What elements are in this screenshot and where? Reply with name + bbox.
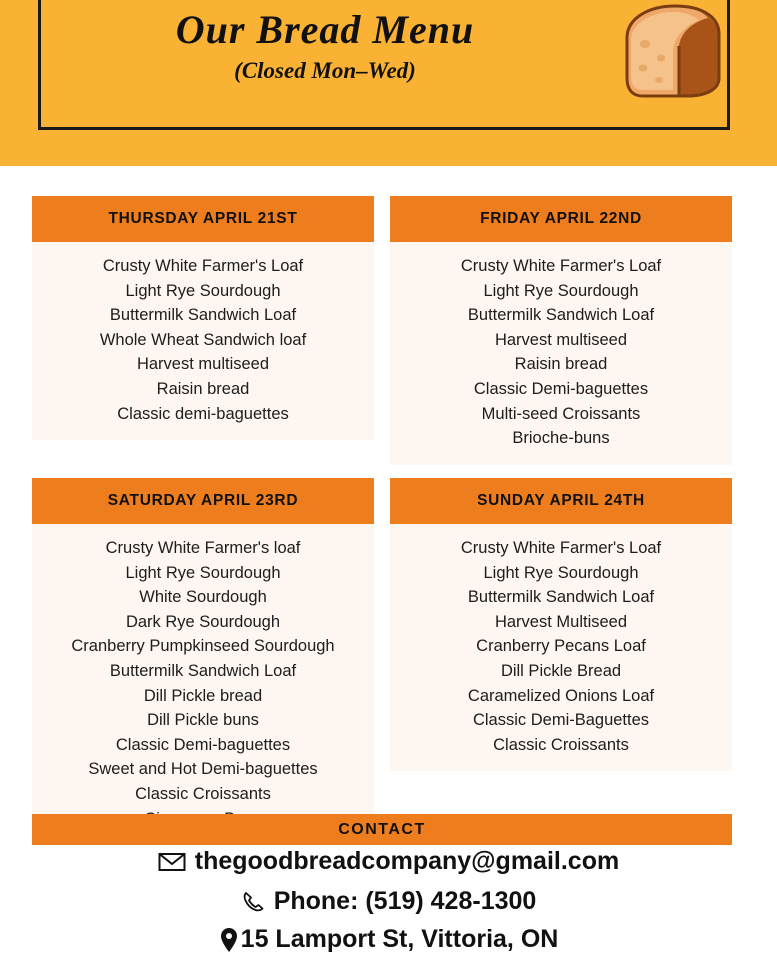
list-item: Crusty White Farmer's Loaf <box>460 257 662 275</box>
contact-address-text[interactable]: 15 Lamport St, Vittoria, ON <box>240 925 559 953</box>
page-subtitle: (Closed Mon–Wed) <box>234 58 416 83</box>
list-item: White Sourdough <box>139 588 267 607</box>
list-item: Classic demi-baguettes <box>117 404 289 423</box>
list-item: Crusty White Farmer's Loaf <box>102 257 304 275</box>
contact-address-row <box>0 925 777 954</box>
list-item: Harvest Multiseed <box>494 612 628 631</box>
list-item: Classic Croissants <box>493 735 629 754</box>
contact-phone-text[interactable]: Phone: (519) 428-1300 <box>273 887 537 915</box>
list-item: Buttermilk Sandwich Loaf <box>109 306 297 325</box>
list-item: Brioche-buns <box>512 429 610 448</box>
day-header: THURSDAY APRIL 21ST <box>32 196 374 242</box>
contact-heading: CONTACT <box>32 814 732 845</box>
list-item: Sweet and Hot Demi-baguettes <box>88 760 318 779</box>
map-pin-icon <box>219 927 239 953</box>
list-item: Light Rye Sourdough <box>125 563 281 582</box>
day-item-list <box>32 524 374 845</box>
list-item: Cranberry Pumpkinseed Sourdough <box>71 637 335 656</box>
list-item: Light Rye Sourdough <box>125 281 281 300</box>
list-item: Raisin bread <box>156 379 250 398</box>
list-item: Light Rye Sourdough <box>483 563 639 582</box>
contact-email-row <box>0 847 777 876</box>
list-item: Dark Rye Sourdough <box>125 612 281 631</box>
list-item: Cranberry Pecans Loaf <box>476 637 646 656</box>
day-item-list <box>390 242 732 465</box>
day-item-list <box>32 242 374 440</box>
contact-phone-row <box>0 887 777 916</box>
list-item: Crusty White Farmer's loaf <box>105 539 301 557</box>
day-card-sunday <box>390 478 732 771</box>
list-item: Whole Wheat Sandwich loaf <box>99 330 307 349</box>
day-card-thursday <box>32 196 374 440</box>
list-item: Buttermilk Sandwich Loaf <box>467 588 655 607</box>
list-item: Dill Pickle bread <box>143 686 263 705</box>
day-card-saturday <box>32 478 374 845</box>
list-item: Classic Demi-baguettes <box>115 735 291 754</box>
header-band <box>0 0 777 166</box>
list-item: Classic Croissants <box>135 784 271 803</box>
list-item: Classic Demi-Baguettes <box>472 711 650 730</box>
day-item-list <box>390 524 732 771</box>
phone-icon <box>241 890 265 914</box>
list-item: Harvest multiseed <box>494 330 628 349</box>
contact-email-text[interactable]: thegoodbreadcompany@gmail.com <box>194 847 620 875</box>
page-title: Our Bread Menu <box>175 7 475 52</box>
list-item: Light Rye Sourdough <box>483 281 639 300</box>
list-item: Dill Pickle buns <box>147 711 259 730</box>
day-header: FRIDAY APRIL 22ND <box>390 196 732 242</box>
day-header: SUNDAY APRIL 24TH <box>390 478 732 524</box>
day-card-friday <box>390 196 732 465</box>
list-item: Crusty White Farmer's Loaf <box>460 539 662 557</box>
day-header: SATURDAY APRIL 23RD <box>32 478 374 524</box>
list-item: Buttermilk Sandwich Loaf <box>109 661 297 680</box>
list-item: Classic Demi-baguettes <box>473 379 649 398</box>
list-item: Multi-seed Croissants <box>481 404 641 423</box>
list-item: Dill Pickle Bread <box>500 661 622 680</box>
list-item: Caramelized Onions Loaf <box>467 686 655 705</box>
list-item: Buttermilk Sandwich Loaf <box>467 306 655 325</box>
bread-loaf-icon <box>609 0 729 105</box>
list-item: Harvest multiseed <box>136 355 270 374</box>
envelope-icon <box>158 852 186 872</box>
list-item: Raisin bread <box>514 355 608 374</box>
